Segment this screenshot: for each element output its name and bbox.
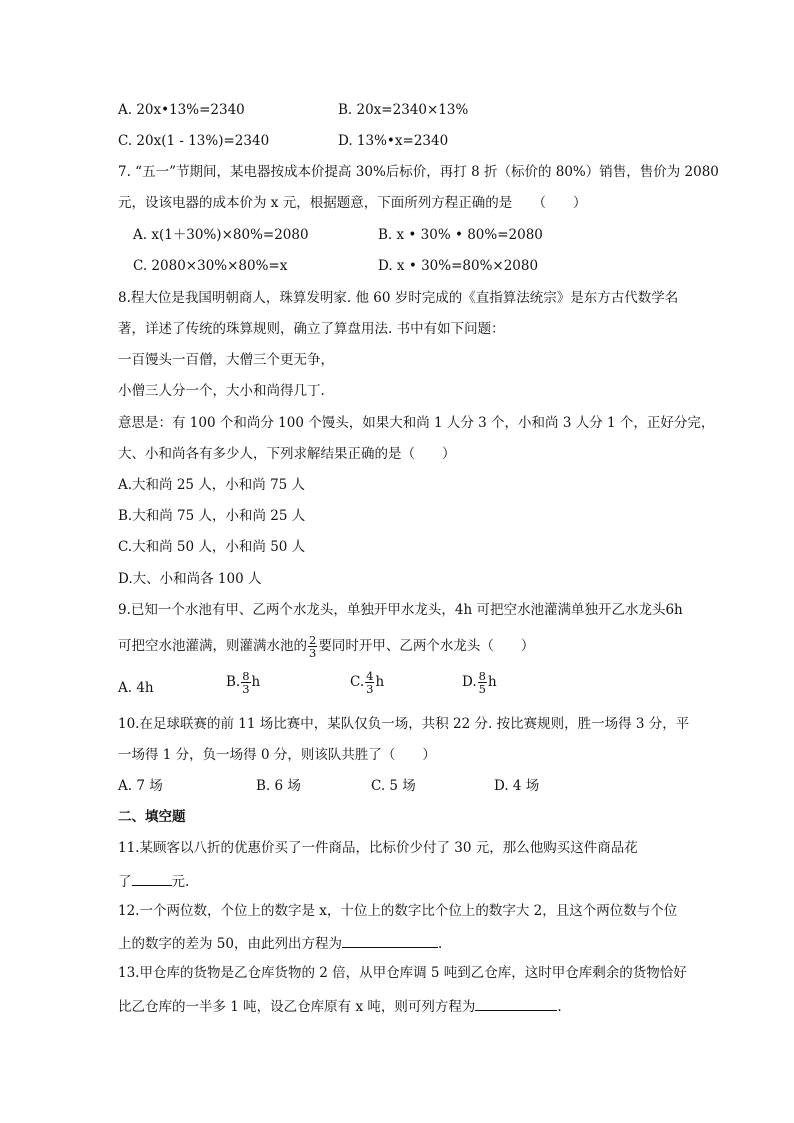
fraction-two-thirds: $\frac{2}{3}$ xyxy=(309,633,317,660)
q8-meaning-line1: 意思是：有 100 个和尚分 100 个馒头，如果大和尚 1 人分 3 个，小和尚 3 人分 1 个，正好分完， xyxy=(118,415,715,431)
q8-option-b: B.大和尚 75 人，小和尚 25 人 xyxy=(118,508,306,524)
q10-option-d: D. 4 场 xyxy=(494,778,540,794)
q8-stem-line1: 8.程大位是我国明朝商人，珠算发明家. 他 60 岁时完成的《直指算法统宗》是东方古代数学名 xyxy=(118,290,679,306)
answer-blank xyxy=(342,933,438,948)
q8-option-a: A.大和尚 25 人，小和尚 75 人 xyxy=(118,477,306,493)
q8-meaning-line2: 大、小和尚各有多少人，下列求解结果正确的是（ ） xyxy=(118,446,456,462)
fraction-eight-thirds: $\frac{8}{3}$ xyxy=(242,669,250,696)
q7-stem-line2: 元，设该电器的成本价为 x 元，根据题意，下面所列方程正确的是 （ ） xyxy=(118,195,587,211)
q9-option-b: B. $\frac{8}{3}$ h xyxy=(226,669,261,696)
fraction-four-thirds: $\frac{4}{3}$ xyxy=(366,669,374,696)
q6-option-b: B. 20x=2340×13% xyxy=(338,102,469,118)
q8-poem-line1: 一百馒头一百僧，大僧三个更无争， xyxy=(118,352,334,368)
q9-stem-line1: 9.已知一个水池有甲、乙两个水龙头，单独开甲水龙头，4h 可把空水池灌满单独开乙水龙头6h xyxy=(118,602,683,618)
q13-stem-line1: 13.甲仓库的货物是乙仓库货物的 2 倍，从甲仓库调 5 吨到乙仓库，这时甲仓库剩余的货物恰好 xyxy=(118,965,687,981)
q10-option-c: C. 5 场 xyxy=(371,778,416,794)
q13-stem-line2: 比乙仓库的一半多 1 吨，设乙仓库原有 x 吨，则可列方程为 . xyxy=(118,996,562,1016)
q9-stem-line2-start: 可把空水池灌满，则灌满水池的 xyxy=(118,638,307,654)
q10-option-a: A. 7 场 xyxy=(118,778,163,794)
q8-poem-line2: 小僧三人分一个，大小和尚得几丁. xyxy=(118,383,325,399)
answer-blank xyxy=(475,996,557,1011)
q9-option-c: C. $\frac{4}{3}$ h xyxy=(350,669,385,696)
q7-option-c: C. 2080×30%×80%=x xyxy=(133,258,288,274)
q11-stem-line1: 11.某顾客以八折的优惠价买了一件商品，比标价少付了 30 元，那么他购买这件商品花 xyxy=(118,840,638,856)
q6-option-a: A. 20x•13%=2340 xyxy=(118,102,245,118)
q12-stem-line2: 上的数字的差为 50，由此列出方程为 . xyxy=(118,933,442,953)
q10-stem-line1: 10.在足球联赛的前 11 场比赛中，某队仅负一场，共积 22 分. 按比赛规则，胜一场得 3 分，平 xyxy=(118,716,690,732)
q7-option-a: A. x(1＋30%)×80%=2080 xyxy=(133,227,309,243)
fraction-eight-fifths: $\frac{8}{5}$ xyxy=(478,669,486,696)
q11-stem-line2: 了 元. xyxy=(118,871,189,891)
q9-option-a: A. 4h xyxy=(118,680,154,696)
q6-option-c: C. 20x(1 - 13%)=2340 xyxy=(118,133,270,149)
answer-blank xyxy=(132,871,172,886)
q9-stem-line2-end: 要同时开甲、乙两个水龙头（ ） xyxy=(318,638,535,654)
q8-option-d: D.大、小和尚各 100 人 xyxy=(118,571,262,587)
q9-option-d: D. $\frac{8}{5}$ h xyxy=(462,669,497,696)
section-heading-fill-in-blank: 二、填空题 xyxy=(118,809,186,825)
q8-option-c: C.大和尚 50 人，小和尚 50 人 xyxy=(118,539,306,555)
q8-stem-line2: 著，详述了传统的珠算规则，确立了算盘用法. 书中有如下问题： xyxy=(118,321,505,337)
q7-stem-line1: 7. “五一”节期间，某电器按成本价提高 30%后标价，再打 8 折（标价的 80%）销售，售价为 2080 xyxy=(118,164,719,180)
q9-stem-line2 xyxy=(118,634,534,659)
q10-stem-line2: 一场得 1 分，负一场得 0 分，则该队共胜了（ ） xyxy=(118,747,436,763)
q6-option-d: D. 13%•x=2340 xyxy=(338,133,449,149)
q12-stem-line1: 12.一个两位数，个位上的数字是 x，十位上的数字比个位上的数字大 2，且这个两位数与个位 xyxy=(118,903,678,919)
q10-option-b: B. 6 场 xyxy=(256,778,301,794)
q7-option-b: B. x • 30% • 80%=2080 xyxy=(378,227,543,243)
q7-option-d: D. x • 30%=80%×2080 xyxy=(378,258,539,274)
